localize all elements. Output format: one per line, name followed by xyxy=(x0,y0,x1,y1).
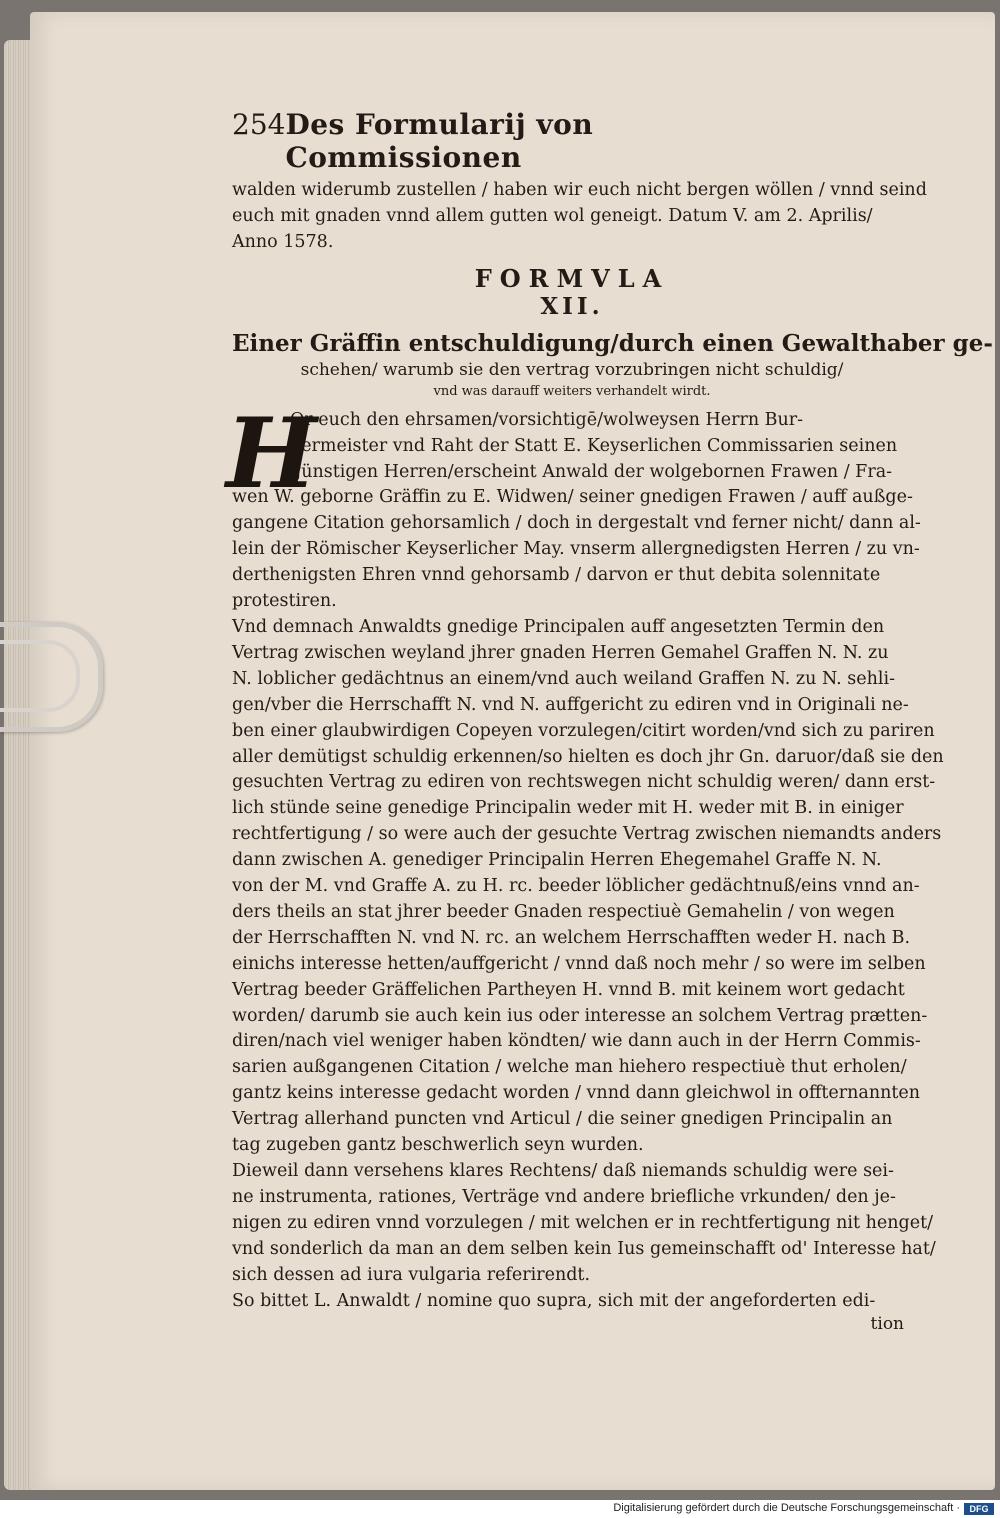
text-line: Vnd demnach Anwaldts gnedige Principalen auff angesetzten Termin den xyxy=(232,616,885,637)
text-line: ders theils an stat jhrer beeder Gnaden respectiuè Gemahelin / von wegen xyxy=(232,901,895,922)
text-line: der Herrschafften N. vnd N. rc. an welchem Herrschafften weder H. nach B. xyxy=(232,927,911,948)
text-line: So bittet L. Anwaldt / nomine quo supra, sich mit der angeforderten edi- xyxy=(232,1290,876,1311)
text-line: einichs interesse hetten/auffgericht / vnnd daß noch mehr / so were im selben xyxy=(232,953,926,974)
paragraph-2 xyxy=(232,615,944,1159)
text-line: sarien außgangenen Citation / welche man hiehero respectiuè thut erholen/ xyxy=(232,1057,907,1078)
text-line: sich dessen ad iura vulgaria referirendt. xyxy=(232,1264,591,1285)
decorated-initial: H xyxy=(226,396,317,510)
text-line: gesuchten Vertrag zu ediren von rechtswegen nicht schuldig weren/ dann erst- xyxy=(232,772,936,793)
text-line: günstigen Herren/erscheint Anwald der wolgebornen Frawen / Fra- xyxy=(290,461,893,482)
dfg-logo-icon: DFG xyxy=(964,1503,994,1515)
text-line: Anno 1578. xyxy=(232,231,334,252)
text-line: N. loblicher gedächtnus an einem/vnd auch weiland Graffen N. zu N. sehli- xyxy=(232,668,895,689)
text-line: aller demütigst schuldig erkennen/so hielten es doch jhr Gn. daruor/daß sie den xyxy=(232,746,944,767)
text-line: Vertrag beeder Gräffelichen Partheyen H. vnnd B. mit keinem wort gedacht xyxy=(232,979,905,1000)
text-line: vnd sonderlich da man an dem selben kein Ius gemeinschafft od' Interesse hat/ xyxy=(232,1238,936,1259)
text-line: ne instrumenta, rationes, Verträge vnd andere briefliche vrkunden/ den je- xyxy=(232,1186,896,1207)
section-subheading-small: vnd was darauff weiters verhandelt wirdt. xyxy=(433,383,711,399)
text-line: nigen zu ediren vnnd vorzulegen / mit welchen er in rechtfertigung nit henget/ xyxy=(232,1212,934,1233)
text-line: worden/ darumb sie auch kein ius oder interesse an solchem Vertrag prætten- xyxy=(232,1005,928,1026)
formula-numeral: XII. xyxy=(540,292,604,320)
text-line: walden widerumb zustellen / haben wir euch nicht bergen wöllen / vnnd seind xyxy=(232,180,927,200)
text-line: Vertrag zwischen weyland jhrer gnaden Herren Gemahel Graffen N. N. zu xyxy=(232,642,889,663)
section-heading: Einer Gräffin entschuldigung/durch einen Gewalthaber ge- xyxy=(232,329,993,357)
text-line: dann zwischen A. genediger Principalin Herren Ehegemahel Graffe N. N. xyxy=(232,850,882,871)
text-line: diren/nach viel weniger haben köndten/ wie dann auch in der Herrn Commis- xyxy=(232,1031,921,1052)
text-line: derthenigsten Ehren vnnd gehorsamb / darvon er thut debita solennitate xyxy=(232,565,881,586)
page-text xyxy=(226,108,993,1335)
catchword: tion xyxy=(870,1314,904,1335)
section-subheading: schehen/ warumb sie den vertrag vorzubringen nicht schuldig/ xyxy=(300,359,844,380)
text-line: gantz keins interesse gedacht worden / vnnd dann gleichwol in offternannten xyxy=(232,1083,921,1104)
page-header xyxy=(232,108,912,174)
text-line: euch mit gnaden vnnd allem gutten wol geneigt. Datum V. am 2. Aprilis/ xyxy=(232,205,873,226)
text-line: Dieweil dann versehens klares Rechtens/ daß niemands schuldig were sei- xyxy=(232,1161,894,1181)
footer-bar xyxy=(0,1500,1000,1518)
paragraph-3 xyxy=(232,1159,936,1289)
running-title: Des Formularij von Commissionen xyxy=(285,108,594,174)
paragraph-4 xyxy=(232,1289,912,1315)
text-line: wen W. geborne Gräffin zu E. Widwen/ seiner gnedigen Frawen / auff außge- xyxy=(232,487,913,508)
text-line: germeister vnd Raht der Statt E. Keyserlichen Commissarien seinen xyxy=(290,435,898,456)
text-line: gangene Citation gehorsamlich / doch in dergestalt vnd ferner nicht/ dann al- xyxy=(232,513,921,534)
text-line: Or euch den ehrsamen/vorsichtigē/wolweysen Herrn Bur- xyxy=(290,409,804,430)
text-line: tag zugeben gantz beschwerlich seyn wurden. xyxy=(232,1135,644,1156)
footer-credit: Digitalisierung gefördert durch die Deutsche Forschungsgemeinschaft · xyxy=(613,1502,960,1514)
text-line: Vertrag allerhand puncten vnd Articul / die seiner gnedigen Principalin an xyxy=(232,1109,893,1130)
text-line: lein der Römischer Keyserlicher May. vnserm allergnedigsten Herren / zu vn- xyxy=(232,539,920,560)
page-number: 254 xyxy=(232,108,286,141)
paper-clip-inner-icon xyxy=(0,640,80,712)
closing-lines xyxy=(232,178,927,256)
text-line: ben einer glaubwirdigen Copeyen vorzulegen/citirt worden/vnd sich zu pariren xyxy=(232,720,935,741)
formula-label: FORMVLA xyxy=(474,263,670,293)
text-line: von der M. vnd Graffe A. zu H. rc. beeder löblicher gedächtnuß/eins vnnd an- xyxy=(232,876,920,897)
paragraph-1 xyxy=(226,396,921,615)
text-line: lich stünde seine genedige Principalin weder mit H. weder mit B. in einiger xyxy=(232,798,904,819)
text-line: protestiren. xyxy=(232,591,337,612)
text-line: rechtfertigung / so were auch der gesuchte Vertrag zwischen niemandts anders xyxy=(232,824,942,845)
text-line: gen/vber die Herrschafft N. vnd N. auffgericht zu ediren vnd in Originali ne- xyxy=(232,694,909,715)
